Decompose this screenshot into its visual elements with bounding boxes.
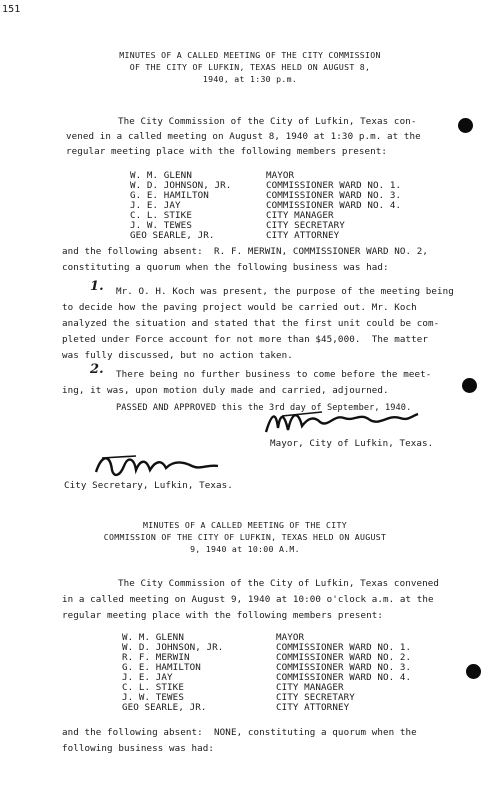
intro-line: in a called meeting on August 9, 1940 at 10:00 o'clock a.m. at the [62, 594, 434, 605]
member-name: J. W. TEWES [130, 220, 192, 231]
member-title: MAYOR [266, 170, 295, 181]
member-name: GEO SEARLE, JR. [122, 702, 207, 713]
absent-line: and the following absent: NONE, constituting a quorum when the [62, 727, 417, 738]
member-title: COMMISSIONER WARD NO. 1. [276, 642, 412, 653]
absent-line: following business was had: [62, 743, 215, 754]
punch-hole-bottom [466, 664, 481, 679]
intro-line: The City Commission of the City of Lufkin, Texas con- [118, 116, 417, 127]
minutes-1-title-line: 1940, at 1:30 p.m. [202, 74, 298, 84]
member-name: W. M. GLENN [122, 632, 184, 643]
member-title: CITY SECRETARY [266, 220, 345, 231]
member-title: COMMISSIONER WARD NO. 3. [276, 662, 412, 673]
member-title: CITY MANAGER [276, 682, 344, 693]
minutes-2-title-line: MINUTES OF A CALLED MEETING OF THE CITY [143, 520, 347, 530]
absent-line: and the following absent: R. F. MERWIN, COMMISSIONER WARD NO. 2, [62, 246, 429, 257]
member-name: W. D. JOHNSON, JR. [130, 180, 232, 191]
member-name: J. E. JAY [130, 200, 181, 211]
intro-line: vened in a called meeting on August 8, 1940 at 1:30 p.m. at the [66, 131, 421, 142]
member-title: CITY MANAGER [266, 210, 334, 221]
item-number: 2. [90, 362, 104, 377]
intro-line: regular meeting place with the following members present: [66, 146, 387, 157]
member-name: G. E. HAMILTON [122, 662, 201, 673]
item-line: ing, it was, upon motion duly made and carried, adjourned. [62, 385, 389, 396]
item-line: There being no further business to come before the meet- [116, 369, 432, 380]
mayor-signature [262, 408, 422, 442]
member-title: COMMISSIONER WARD NO. 4. [266, 200, 402, 211]
member-title: COMMISSIONER WARD NO. 2. [276, 652, 412, 663]
mayor-caption: Mayor, City of Lufkin, Texas. [270, 438, 434, 449]
member-name: C. L. STIKE [122, 682, 184, 693]
member-name: G. E. HAMILTON [130, 190, 209, 201]
item-line: analyzed the situation and stated that the first unit could be com- [62, 318, 440, 329]
intro-line: regular meeting place with the following members present: [62, 610, 383, 621]
passed-approved-line: PASSED AND APPROVED this the 3rd day of September, 1940. [116, 403, 412, 413]
mayor-signature-scribble [262, 408, 422, 438]
member-name: W. D. JOHNSON, JR. [122, 642, 224, 653]
item-line: to decide how the paving project would be carried out. Mr. Koch [62, 302, 417, 313]
item-number: 1. [90, 279, 104, 294]
member-title: CITY ATTORNEY [266, 230, 340, 241]
member-name: GEO SEARLE, JR. [130, 230, 215, 241]
minutes-1-title-line: MINUTES OF A CALLED MEETING OF THE CITY COMMISSION [119, 50, 381, 60]
member-title: COMMISSIONER WARD NO. 3. [266, 190, 402, 201]
item-line: Mr. O. H. Koch was present, the purpose of the meeting being [116, 286, 454, 297]
member-name: C. L. STIKE [130, 210, 192, 221]
item-line: pleted under Force account for not more than $45,000. The matter [62, 334, 429, 345]
member-name: J. E. JAY [122, 672, 173, 683]
member-name: R. F. MERWIN [122, 652, 190, 663]
punch-hole-top [458, 118, 473, 133]
member-name: W. M. GLENN [130, 170, 192, 181]
punch-hole-middle [462, 378, 477, 393]
member-title: MAYOR [276, 632, 305, 643]
member-title: COMMISSIONER WARD NO. 1. [266, 180, 402, 191]
intro-line: The City Commission of the City of Lufkin, Texas convened [118, 578, 439, 589]
page-number: 151 [2, 4, 21, 15]
secretary-signature-scribble [92, 452, 222, 482]
minutes-2-title-line: COMMISSION OF THE CITY OF LUFKIN, TEXAS HELD ON AUGUST [103, 532, 387, 542]
item-line: was fully discussed, but no action taken. [62, 350, 293, 361]
absent-line: constituting a quorum when the following business was had: [62, 262, 389, 273]
minutes-2-title-line: 9, 1940 at 10:00 A.M. [190, 544, 300, 554]
member-title: CITY SECRETARY [276, 692, 355, 703]
secretary-caption: City Secretary, Lufkin, Texas. [64, 480, 233, 491]
minutes-1-title-line: OF THE CITY OF LUFKIN, TEXAS HELD ON AUGUST 8, [129, 62, 371, 72]
member-name: J. W. TEWES [122, 692, 184, 703]
member-title: CITY ATTORNEY [276, 702, 350, 713]
member-title: COMMISSIONER WARD NO. 4. [276, 672, 412, 683]
